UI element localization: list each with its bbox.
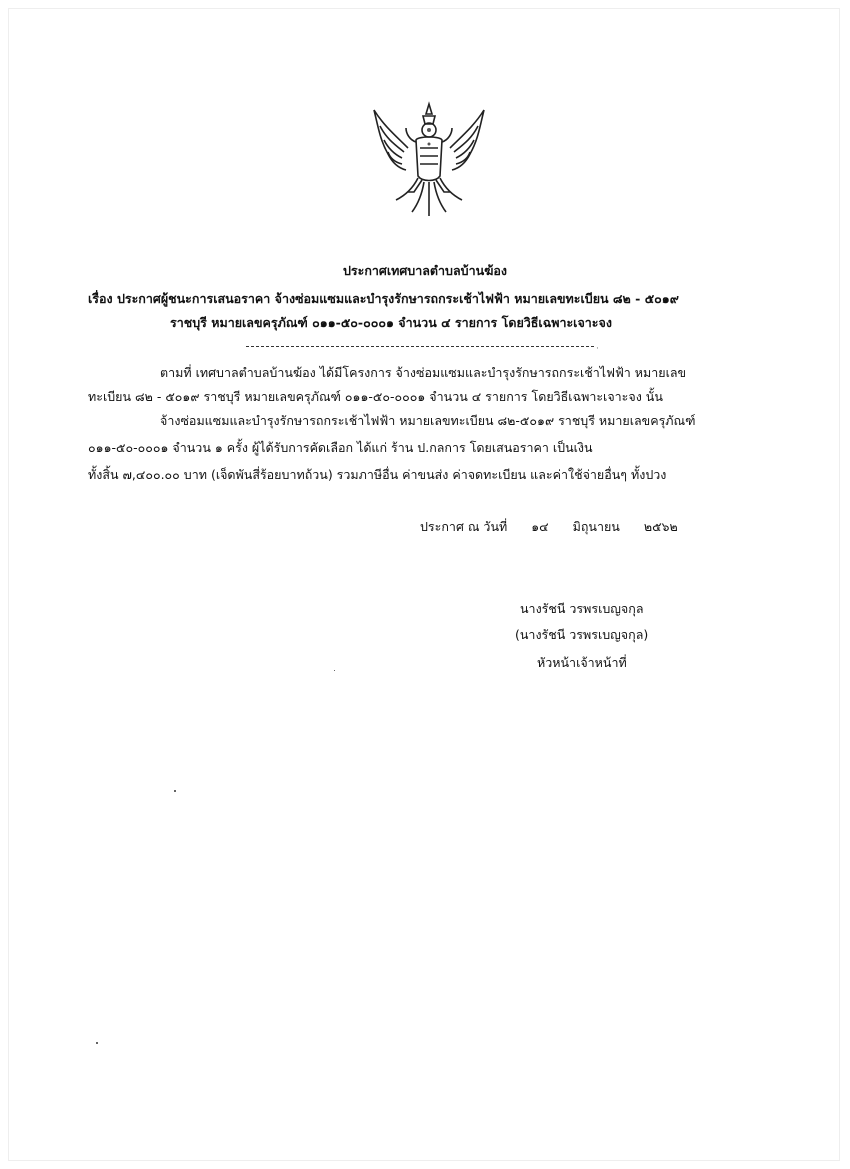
announcement-day: ๑๔ <box>531 519 549 534</box>
body-line-2: ทะเบียน ๘๒ - ๕๐๑๙ ราชบุรี หมายเลขครุภัณฑ์ ๐๑๑-๕๐-๐๐๐๑ จำนวน ๔ รายการ โดยวิธีเฉพาะเจาะจง นั้น <box>88 389 663 404</box>
document-title: ประกาศเทศบาลตำบลบ้านฆ้อง <box>342 263 508 278</box>
scan-speck <box>334 670 335 671</box>
divider-dot: · <box>596 344 599 354</box>
divider <box>246 346 594 347</box>
scan-speck <box>96 1042 98 1044</box>
announcement-month: มิถุนายน <box>572 519 620 534</box>
body-line-5: ทั้งสิ้น ๗,๔๐๐.๐๐ บาท (เจ็ดพันสี่ร้อยบาทถ้วน) รวมภาษีอื่น ค่าขนส่ง ค่าจดทะเบียน และค่าใช้จ่ายอื่นๆ ทั้งปวง <box>88 467 667 482</box>
subject-line-1: เรื่อง ประกาศผู้ชนะการเสนอราคา จ้างซ่อมแซมและบำรุงรักษารถกระเช้าไฟฟ้า หมายเลขทะเบียน ๘๒ - ๕๐๑๙ <box>88 291 679 306</box>
body-line-3: จ้างซ่อมแซมและบำรุงรักษารถกระเช้าไฟฟ้า หมายเลขทะเบียน ๘๒-๕๐๑๙ ราชบุรี หมายเลขครุภัณฑ์ <box>160 413 696 428</box>
announcement-date <box>420 518 698 536</box>
announcement-label: ประกาศ ณ วันที่ <box>420 519 508 534</box>
signature-name-parenthetical: (นางรัชนี วรพรเบญจกุล) <box>515 627 649 642</box>
garuda-emblem <box>368 96 490 222</box>
signature-position: หัวหน้าเจ้าหน้าที่ <box>537 655 627 670</box>
subject-line-2: ราชบุรี หมายเลขครุภัณฑ์ ๐๑๑-๕๐-๐๐๐๑ จำนวน ๔ รายการ โดยวิธีเฉพาะเจาะจง <box>170 315 612 330</box>
body-line-4: ๐๑๑-๕๐-๐๐๐๑ จำนวน ๑ ครั้ง ผู้ได้รับการคัดเลือก ได้แก่ ร้าน ป.กลการ โดยเสนอราคา เป็นเงิน <box>88 440 593 455</box>
announcement-year: ๒๕๖๒ <box>643 519 678 534</box>
signature-name: นางรัชนี วรพรเบญจกุล <box>520 601 644 616</box>
body-line-1: ตามที่ เทศบาลตำบลบ้านฆ้อง ได้มีโครงการ จ้างซ่อมแซมและบำรุงรักษารถกระเช้าไฟฟ้า หมายเลข <box>160 365 687 380</box>
scan-speck <box>174 790 176 792</box>
